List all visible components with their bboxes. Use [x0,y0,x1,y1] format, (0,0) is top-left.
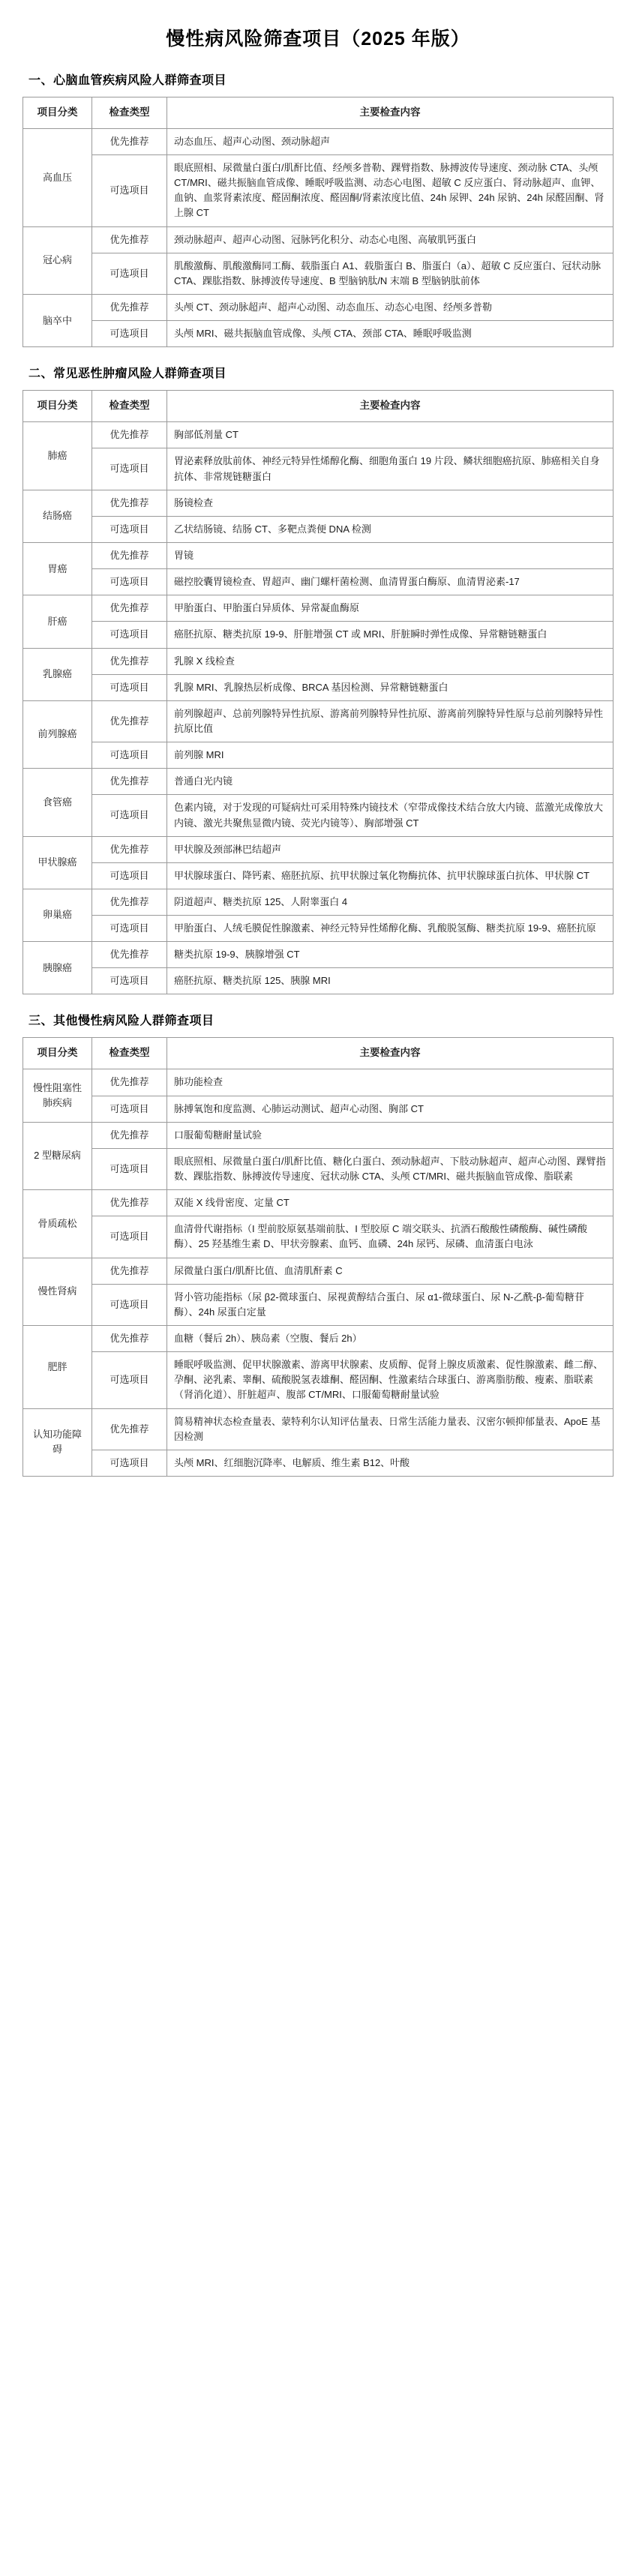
row-exam-type: 优先推荐 [92,836,167,862]
row-category: 骨质疏松 [23,1190,92,1258]
table-row [23,448,614,490]
row-category: 前列腺癌 [23,700,92,768]
row-exam-type: 可选项目 [92,1352,167,1408]
row-exam-type: 可选项目 [92,1450,167,1476]
row-exam-type: 优先推荐 [92,1325,167,1351]
row-category: 2 型糖尿病 [23,1122,92,1189]
screening-table [22,1037,614,1476]
row-exam-type: 可选项目 [92,155,167,227]
table-row [23,1122,614,1148]
row-content: 癌胚抗原、糖类抗原 19-9、肝脏增强 CT 或 MRI、肝脏瞬时弹性成像、异常糖链糖蛋白 [167,622,614,648]
table-row [23,1190,614,1216]
table-row [23,942,614,968]
row-category: 慢性阻塞性肺疾病 [23,1069,92,1122]
table-row [23,916,614,942]
row-content: 血糖（餐后 2h）、胰岛素（空腹、餐后 2h） [167,1325,614,1351]
table-row [23,516,614,542]
row-content: 胃镜 [167,542,614,568]
row-exam-type: 可选项目 [92,321,167,347]
row-exam-type: 优先推荐 [92,490,167,516]
section-heading: 三、其他慢性病风险人群筛查项目 [28,1015,214,1028]
row-category: 肝癌 [23,595,92,648]
column-header-content: 主要检查内容 [167,391,614,422]
row-exam-type: 可选项目 [92,862,167,889]
row-content: 肾小管功能指标（尿 β2-微球蛋白、尿视黄醇结合蛋白、尿 α1-微球蛋白、尿 N-乙酰-β-葡萄糖苷酶）、24h 尿蛋白定量 [167,1284,614,1325]
row-category: 胰腺癌 [23,942,92,994]
table-row [23,795,614,836]
row-exam-type: 可选项目 [92,253,167,294]
row-content: 双能 X 线骨密度、定量 CT [167,1190,614,1216]
row-content: 乳腺 X 线检查 [167,648,614,674]
row-category: 高血压 [23,128,92,226]
row-content: 头颅 CT、颈动脉超声、超声心动图、动态血压、动态心电图、经颅多普勒 [167,295,614,321]
table-row [23,1325,614,1351]
row-exam-type: 优先推荐 [92,1190,167,1216]
row-exam-type: 可选项目 [92,742,167,769]
table-header-row [23,97,614,129]
row-content: 肌酸激酶、肌酸激酶同工酶、载脂蛋白 A1、载脂蛋白 B、脂蛋白（a）、超敏 C 反应蛋白、冠状动脉 CTA、踝肱指数、脉搏波传导速度、B 型脑钠肽/N 末端 B 型脑钠肽前体 [167,253,614,294]
table-row [23,1352,614,1408]
row-exam-type: 可选项目 [92,795,167,836]
row-exam-type: 优先推荐 [92,542,167,568]
sections-container [22,70,614,1477]
row-exam-type: 优先推荐 [92,226,167,253]
column-header-category: 项目分类 [23,97,92,129]
row-category: 冠心病 [23,226,92,294]
column-header-category: 项目分类 [23,391,92,422]
table-row [23,836,614,862]
table-row [23,1069,614,1096]
row-content: 甲状腺球蛋白、降钙素、癌胚抗原、抗甲状腺过氧化物酶抗体、抗甲状腺球蛋白抗体、甲状腺 CT [167,862,614,889]
row-content: 颈动脉超声、超声心动图、冠脉钙化积分、动态心电图、高敏肌钙蛋白 [167,226,614,253]
row-exam-type: 可选项目 [92,968,167,994]
row-exam-type: 优先推荐 [92,1258,167,1284]
table-row [23,422,614,448]
row-exam-type: 可选项目 [92,674,167,700]
table-row [23,769,614,795]
table-row [23,595,614,622]
table-row [23,128,614,154]
row-content: 动态血压、超声心动图、颈动脉超声 [167,128,614,154]
row-exam-type: 优先推荐 [92,700,167,742]
table-row [23,253,614,294]
row-content: 眼底照相、尿微量白蛋白/肌酐比值、经颅多普勒、踝臂指数、脉搏波传导速度、颈动脉 CTA、头颅 CT/MRI、磁共振脑血管成像、睡眠呼吸监测、动态心电图、超敏 C 反应蛋白、肾动脉超声、血钾、血钠、血浆肾素浓度、醛固酮浓度、醛固酮/肾素浓度比值、24h 尿钾、24h 尿钠、24h 尿醛固酮、肾上腺 CT [167,155,614,227]
section [22,364,614,994]
row-exam-type: 可选项目 [92,1148,167,1189]
column-header-content: 主要检查内容 [167,97,614,129]
table-header-row [23,1038,614,1069]
row-content: 甲状腺及颈部淋巴结超声 [167,836,614,862]
screening-table [22,97,614,347]
row-content: 胃泌素释放肽前体、神经元特异性烯醇化酶、细胞角蛋白 19 片段、鳞状细胞癌抗原、肺癌相关自身抗体、非常规链糖蛋白 [167,448,614,490]
row-category: 甲状腺癌 [23,836,92,889]
table-row [23,674,614,700]
row-content: 眼底照相、尿微量白蛋白/肌酐比值、糖化白蛋白、颈动脉超声、下肢动脉超声、超声心动图、踝臂指数、踝肱指数、脉搏波传导速度、冠状动脉 CTA、头颅 CT/MRI、磁共振脑血管成像、脂联素 [167,1148,614,1189]
row-category: 乳腺癌 [23,648,92,700]
table-row [23,968,614,994]
table-row [23,490,614,516]
row-exam-type: 优先推荐 [92,295,167,321]
row-content: 肠镜检查 [167,490,614,516]
column-header-exam-type: 检查类型 [92,391,167,422]
row-category: 食管癌 [23,769,92,836]
column-header-exam-type: 检查类型 [92,97,167,129]
row-content: 前列腺 MRI [167,742,614,769]
row-content: 头颅 MRI、磁共振脑血管成像、头颅 CTA、颈部 CTA、睡眠呼吸监测 [167,321,614,347]
row-content: 甲胎蛋白、甲胎蛋白异质体、异常凝血酶原 [167,595,614,622]
section [22,70,614,347]
table-row [23,1216,614,1258]
row-content: 普通白光内镜 [167,769,614,795]
column-header-exam-type: 检查类型 [92,1038,167,1069]
table-row [23,1148,614,1189]
table-row [23,226,614,253]
table-row [23,648,614,674]
row-content: 简易精神状态检查量表、蒙特利尔认知评估量表、日常生活能力量表、汉密尔顿抑郁量表、ApoE 基因检测 [167,1408,614,1450]
row-exam-type: 优先推荐 [92,1069,167,1096]
row-content: 癌胚抗原、糖类抗原 125、胰腺 MRI [167,968,614,994]
row-content: 睡眠呼吸监测、促甲状腺激素、游离甲状腺素、皮质醇、促肾上腺皮质激素、促性腺激素、雌二醇、孕酮、泌乳素、睾酮、硫酸脱氢表雄酮、醛固酮、性激素结合球蛋白、游离脂肪酸、瘦素、脂联素（肾消化道）、肝脏超声、腹部 CT/MRI、口服葡萄糖耐量试验 [167,1352,614,1408]
table-row [23,700,614,742]
row-exam-type: 可选项目 [92,516,167,542]
table-row [23,1450,614,1476]
section-heading: 二、常见恶性肿瘤风险人群筛查项目 [28,367,227,381]
row-content: 血清骨代谢指标（I 型前胶原氨基端前肽、I 型胶原 C 端交联头、抗酒石酸酸性磷酸酶、碱性磷酸酶）、25 羟基维生素 D、甲状旁腺素、血钙、血磷、24h 尿钙、尿磷、血清蛋白电泳 [167,1216,614,1258]
row-content: 头颅 MRI、红细胞沉降率、电解质、维生素 B12、叶酸 [167,1450,614,1476]
row-exam-type: 优先推荐 [92,769,167,795]
row-exam-type: 优先推荐 [92,889,167,915]
column-header-category: 项目分类 [23,1038,92,1069]
table-row [23,1284,614,1325]
row-exam-type: 可选项目 [92,1096,167,1122]
row-category: 肺癌 [23,422,92,490]
row-category: 卵巢癌 [23,889,92,941]
row-content: 口服葡萄糖耐量试验 [167,1122,614,1148]
row-content: 肺功能检查 [167,1069,614,1096]
table-row [23,742,614,769]
row-exam-type: 可选项目 [92,916,167,942]
row-content: 乙状结肠镜、结肠 CT、多靶点粪便 DNA 检测 [167,516,614,542]
row-category: 认知功能障碍 [23,1408,92,1476]
row-exam-type: 优先推荐 [92,1408,167,1450]
row-content: 磁控胶囊胃镜检查、胃超声、幽门螺杆菌检测、血清胃蛋白酶原、血清胃泌素-17 [167,569,614,595]
section [22,1011,614,1476]
row-exam-type: 优先推荐 [92,128,167,154]
table-row [23,295,614,321]
screening-table [22,390,614,994]
table-row [23,889,614,915]
row-exam-type: 优先推荐 [92,1122,167,1148]
table-row [23,862,614,889]
row-category: 胃癌 [23,542,92,595]
table-row [23,622,614,648]
table-row [23,155,614,227]
row-exam-type: 优先推荐 [92,648,167,674]
row-exam-type: 可选项目 [92,622,167,648]
column-header-content: 主要检查内容 [167,1038,614,1069]
row-content: 尿微量白蛋白/肌酐比值、血清肌酐素 C [167,1258,614,1284]
table-row [23,569,614,595]
row-content: 脉搏氧饱和度监测、心肺运动测试、超声心动图、胸部 CT [167,1096,614,1122]
row-content: 糖类抗原 19-9、胰腺增强 CT [167,942,614,968]
row-exam-type: 优先推荐 [92,942,167,968]
row-exam-type: 优先推荐 [92,595,167,622]
row-content: 胸部低剂量 CT [167,422,614,448]
row-exam-type: 可选项目 [92,1216,167,1258]
row-exam-type: 可选项目 [92,569,167,595]
row-exam-type: 可选项目 [92,448,167,490]
section-heading: 一、心脑血管疾病风险人群筛查项目 [28,74,227,87]
row-exam-type: 可选项目 [92,1284,167,1325]
row-content: 甲胎蛋白、人绒毛膜促性腺激素、神经元特异性烯醇化酶、乳酸脱氢酶、糖类抗原 19-9、癌胚抗原 [167,916,614,942]
row-category: 结肠癌 [23,490,92,542]
table-row [23,1408,614,1450]
row-content: 阴道超声、糖类抗原 125、人附睾蛋白 4 [167,889,614,915]
table-row [23,1258,614,1284]
table-row [23,542,614,568]
row-category: 肥胖 [23,1325,92,1408]
table-header-row [23,391,614,422]
row-category: 慢性肾病 [23,1258,92,1325]
row-exam-type: 优先推荐 [92,422,167,448]
row-content: 乳腺 MRI、乳腺热层析成像、BRCA 基因检测、异常糖链糖蛋白 [167,674,614,700]
page-title: 慢性病风险筛查项目（2025 年版） [166,28,470,49]
table-row [23,1096,614,1122]
row-content: 前列腺超声、总前列腺特异性抗原、游离前列腺特异性抗原、游离前列腺特异性原与总前列腺特异性抗原比值 [167,700,614,742]
row-category: 脑卒中 [23,295,92,347]
row-content: 色素内镜，对于发现的可疑病灶可采用特殊内镜技术（窄带成像技术结合放大内镜、蓝激光成像放大内镜、激光共聚焦显微内镜、荧光内镜等）、胸部增强 CT [167,795,614,836]
table-row [23,321,614,347]
